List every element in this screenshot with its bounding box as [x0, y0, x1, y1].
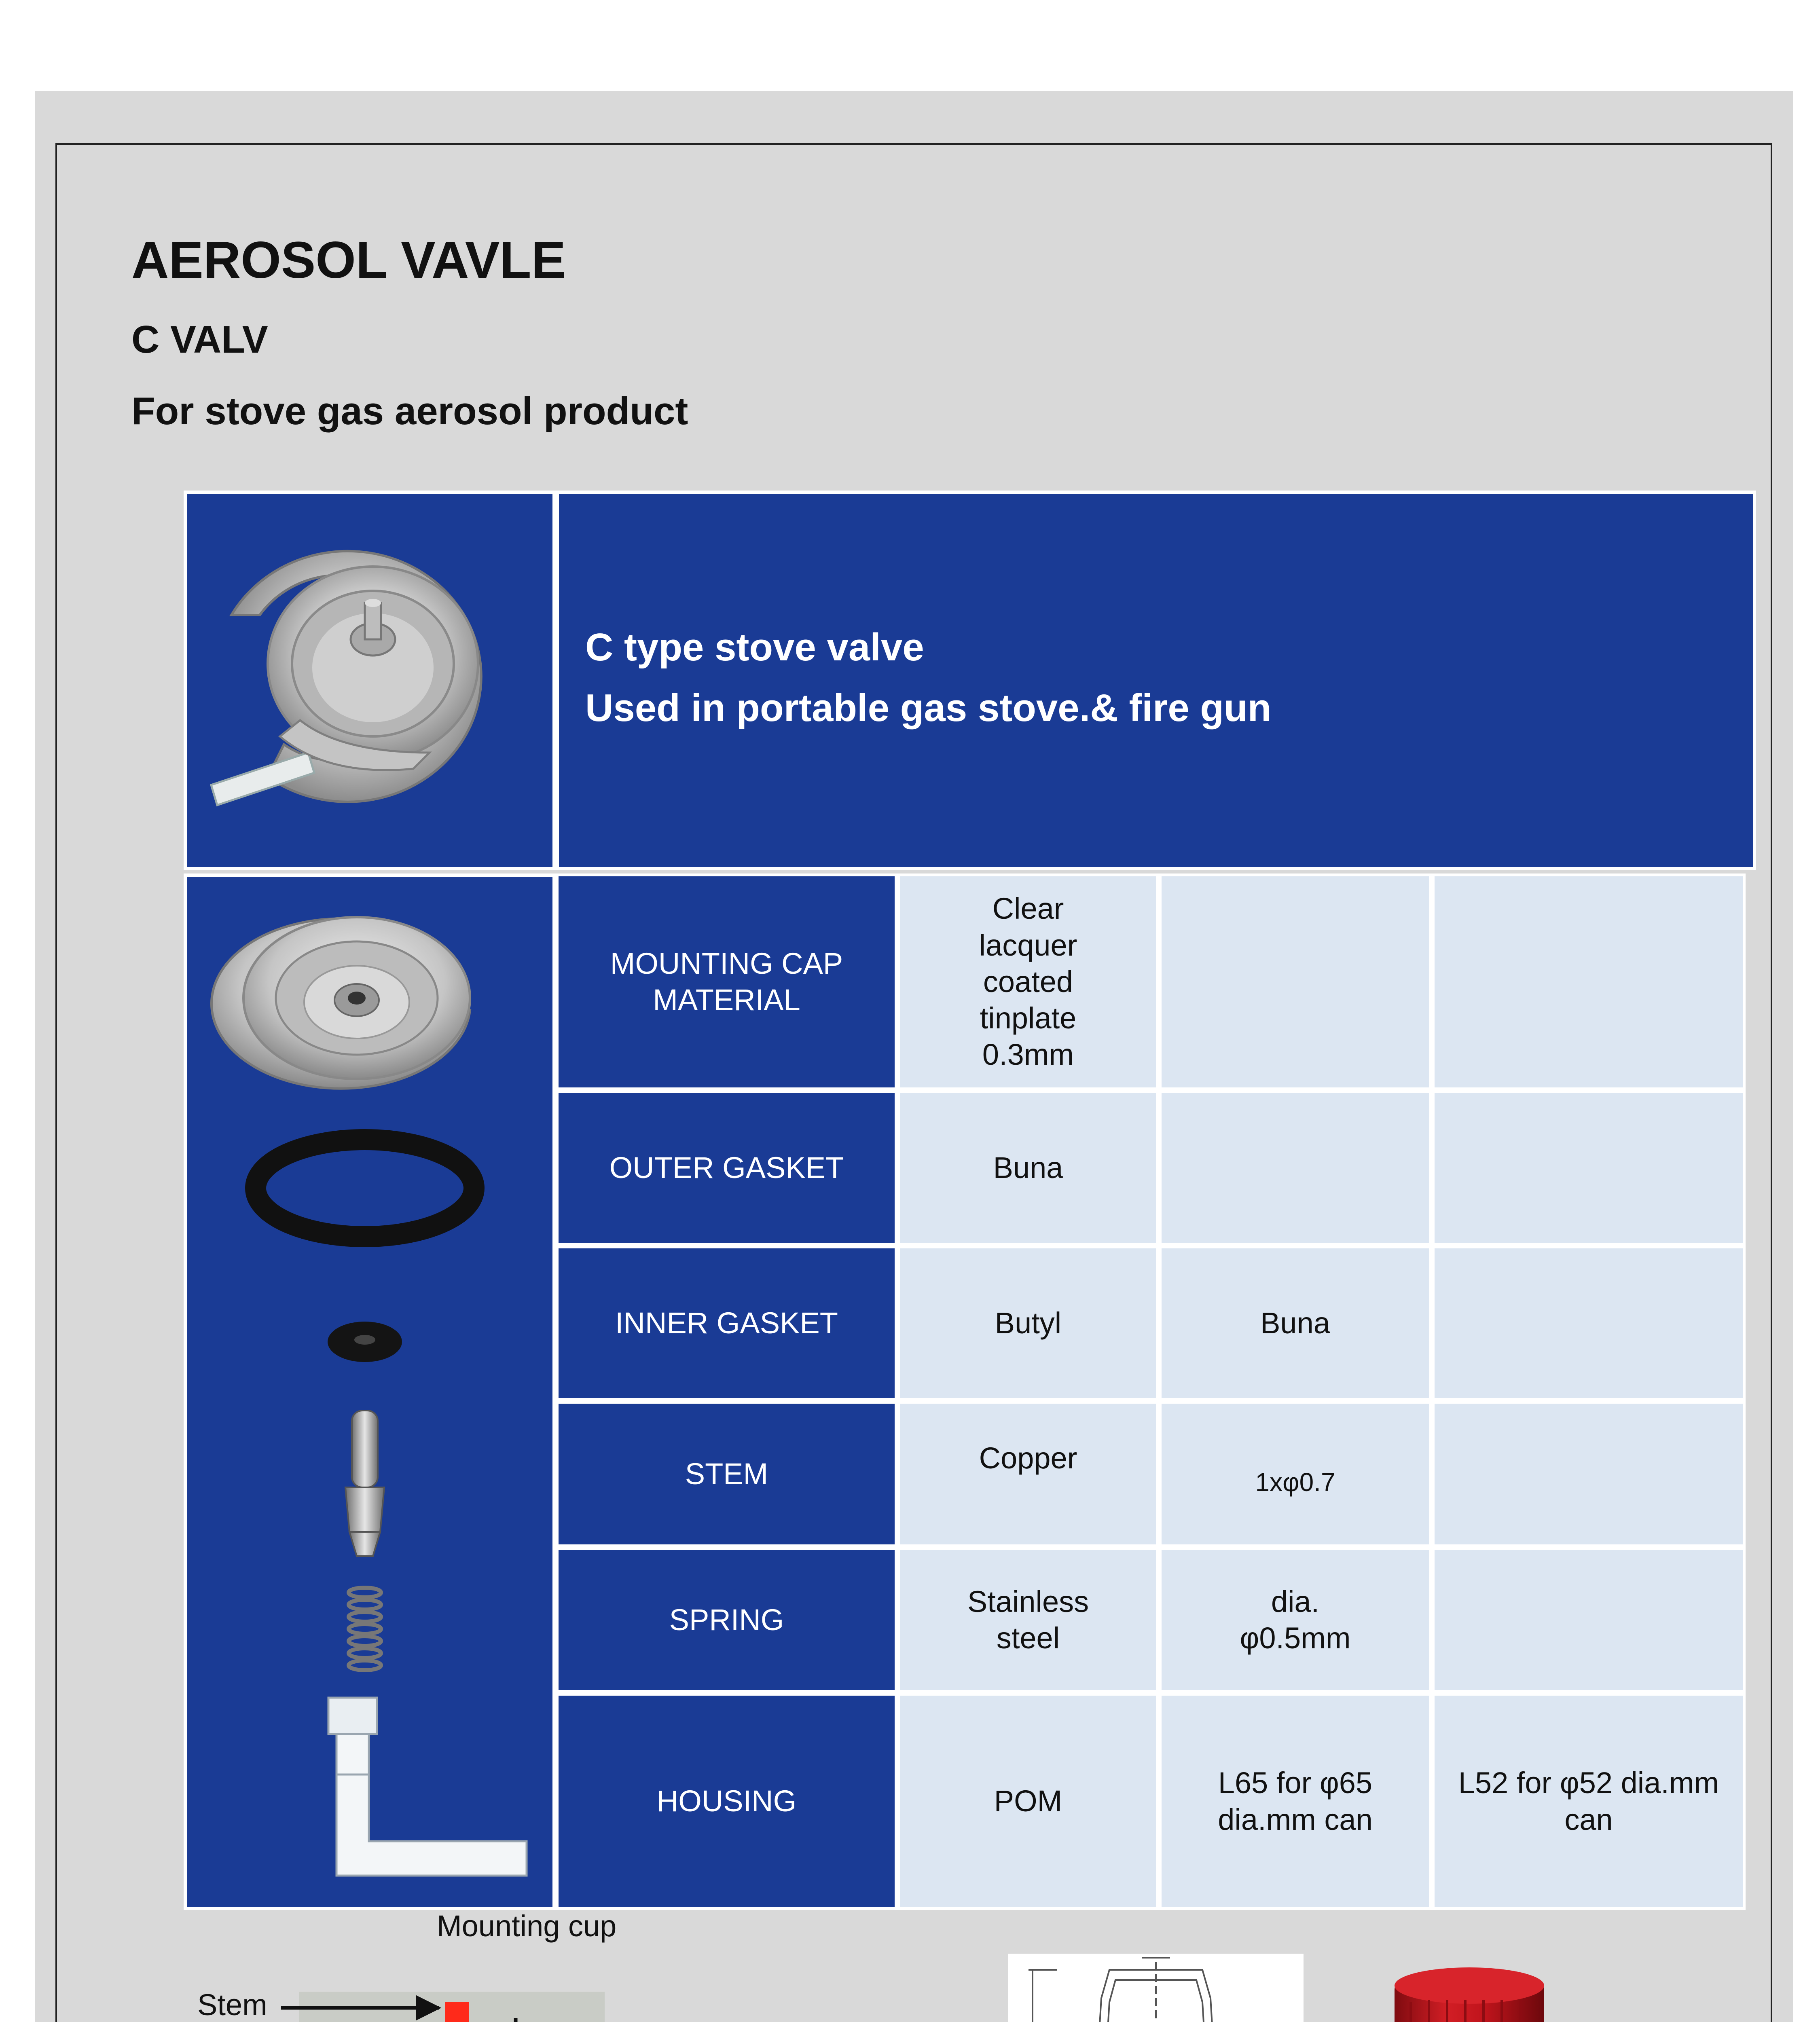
- value-outer-gasket-1: Buna: [897, 1090, 1159, 1246]
- document-title: AEROSOL VAVLE: [131, 231, 566, 289]
- value-mounting-cap-1: Clear lacquer coated tinplate 0.3mm: [897, 874, 1159, 1090]
- valve-type-title: C type stove valve: [585, 626, 924, 669]
- cap-technical-drawing: [1008, 1954, 1304, 2022]
- row-label-mounting-cap: MOUNTING CAP MATERIAL: [556, 874, 897, 1090]
- row-label-housing: HOUSING: [556, 1693, 897, 1910]
- value-inner-gasket-2: Buna: [1159, 1246, 1432, 1401]
- value-stem-2: 1xφ0.7: [1159, 1401, 1432, 1547]
- value-housing-1: POM: [897, 1693, 1159, 1910]
- value-spring-2: dia. φ0.5mm: [1159, 1547, 1432, 1693]
- value-stem-1: Copper: [897, 1401, 1159, 1547]
- row-label-spring: SPRING: [556, 1547, 897, 1693]
- red-cap-image: [1382, 1957, 1564, 2022]
- document-description: For stove gas aerosol product: [131, 389, 688, 433]
- row-label-inner-gasket: INNER GASKET: [556, 1246, 897, 1401]
- document-subtitle: C VALV: [131, 318, 268, 361]
- value-housing-3: L52 for φ52 dia.mm can: [1432, 1693, 1746, 1910]
- value-housing-2: L65 for φ65 dia.mm can: [1159, 1693, 1432, 1910]
- valve-usage: Used in portable gas stove.& fire gun: [585, 686, 1272, 730]
- value-inner-gasket-1: Butyl: [897, 1246, 1159, 1401]
- stem-section: [445, 2002, 469, 2022]
- label-stem: Stem: [197, 1988, 267, 2022]
- row-label-outer-gasket: OUTER GASKET: [556, 1090, 897, 1246]
- value-spring-1: Stainless steel: [897, 1547, 1159, 1693]
- label-mounting-cup: Mounting cup: [437, 1909, 617, 1943]
- row-label-stem: STEM: [556, 1401, 897, 1547]
